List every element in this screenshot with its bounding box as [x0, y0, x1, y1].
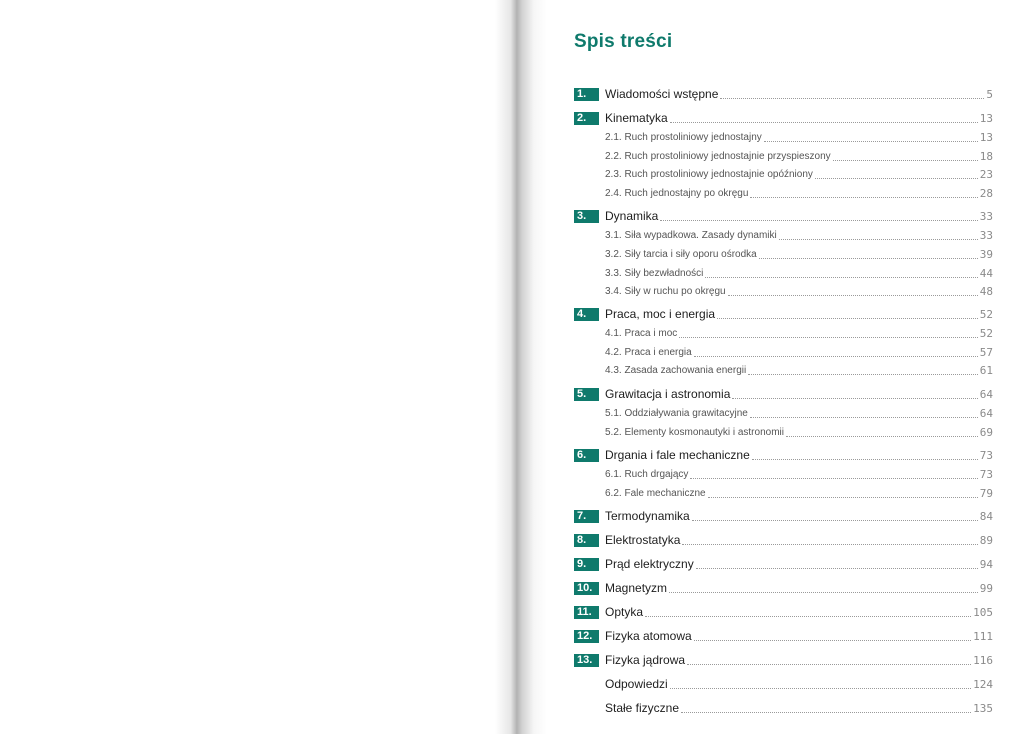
- toc-page-number: 13: [979, 130, 993, 144]
- toc-entry-label: 3.4. Siły w ruchu po okręgu: [605, 285, 726, 297]
- dot-leader: [669, 582, 978, 593]
- toc-page-number: 89: [979, 533, 993, 547]
- chapter-number-badge: 13.: [574, 654, 599, 667]
- chapter-number-badge: 2.: [574, 112, 599, 125]
- toc-page-number: 44: [979, 266, 993, 280]
- toc-page-number: 105: [973, 605, 993, 619]
- dot-leader: [681, 702, 971, 713]
- toc-entry-label: 4.1. Praca i moc: [605, 327, 678, 339]
- toc-entry-label: Kinematyka: [605, 111, 668, 125]
- toc-page-number: 64: [979, 387, 993, 401]
- dot-leader: [690, 468, 977, 479]
- toc-chapter-entry: [574, 628, 993, 644]
- toc-page-number: 23: [979, 167, 993, 181]
- dot-leader: [748, 364, 978, 375]
- dot-leader: [815, 168, 978, 179]
- dot-leader: [764, 131, 978, 142]
- toc-chapter-entry: [574, 306, 993, 322]
- toc-section-entry: [574, 265, 993, 281]
- chapter-number-badge: 6.: [574, 449, 599, 462]
- toc-page-number: 124: [973, 677, 993, 691]
- toc-entry-label: 6.2. Fale mechaniczne: [605, 487, 706, 499]
- dot-leader: [679, 327, 977, 338]
- toc-chapter-entry: [574, 447, 993, 463]
- toc-page-number: 57: [979, 345, 993, 359]
- dot-leader: [670, 678, 971, 689]
- dot-leader: [720, 88, 984, 99]
- toc-chapter-entry: [574, 676, 993, 692]
- dot-leader: [732, 388, 977, 399]
- toc-entry-label: Dynamika: [605, 209, 659, 223]
- dot-leader: [708, 487, 978, 498]
- toc-entry-label: Drgania i fale mechaniczne: [605, 448, 750, 462]
- toc-entry-label: Fizyka jądrowa: [605, 653, 686, 667]
- dot-leader: [786, 426, 978, 437]
- dot-leader: [670, 112, 978, 123]
- toc-chapter-entry: [574, 110, 993, 126]
- table-of-contents: [574, 0, 993, 734]
- chapter-number-badge: 11.: [574, 606, 599, 619]
- dot-leader: [660, 210, 977, 221]
- toc-entry-label: Wiadomości wstępne: [605, 87, 719, 101]
- toc-entry-label: 5.2. Elementy kosmonautyki i astronomii: [605, 426, 784, 438]
- right-page: [547, 0, 1031, 734]
- toc-entry-label: Elektrostatyka: [605, 533, 681, 547]
- toc-chapter-entry: [574, 532, 993, 548]
- dot-leader: [833, 150, 978, 161]
- toc-entry-label: 4.3. Zasada zachowania energii: [605, 364, 747, 376]
- toc-chapter-entry: [574, 508, 993, 524]
- dot-leader: [717, 308, 978, 319]
- chapter-number-badge: 5.: [574, 388, 599, 401]
- chapter-number-badge: 10.: [574, 582, 599, 595]
- toc-chapter-entry: [574, 700, 993, 716]
- toc-page-number: 84: [979, 509, 993, 523]
- toc-entry-label: 3.2. Siły tarcia i siły oporu ośrodka: [605, 248, 757, 260]
- toc-page-number: 33: [979, 209, 993, 223]
- dot-leader: [759, 248, 978, 259]
- toc-page-number: 18: [979, 149, 993, 163]
- toc-page-number: 111: [973, 629, 993, 643]
- toc-page-number: 135: [973, 701, 993, 715]
- chapter-number-badge: 3.: [574, 210, 599, 223]
- dot-leader: [694, 346, 978, 357]
- toc-entry-label: 2.1. Ruch prostoliniowy jednostajny: [605, 131, 762, 143]
- toc-page-number: 13: [979, 111, 993, 125]
- toc-section-entry: [574, 283, 993, 299]
- dot-leader: [750, 407, 978, 418]
- dot-leader: [728, 285, 978, 296]
- toc-entry-label: Grawitacja i astronomia: [605, 387, 731, 401]
- toc-entry-label: 2.2. Ruch prostoliniowy jednostajnie przyspieszony: [605, 150, 831, 162]
- toc-section-entry: [574, 485, 993, 501]
- chapter-number-badge: 4.: [574, 308, 599, 321]
- toc-section-entry: [574, 424, 993, 440]
- book-spine-shadow: [495, 0, 547, 734]
- toc-entry-label: 3.1. Siła wypadkowa. Zasady dynamiki: [605, 229, 777, 241]
- toc-entry-label: Stałe fizyczne: [605, 701, 680, 715]
- toc-entry-label: 3.3. Siły bezwładności: [605, 267, 704, 279]
- toc-page-number: 5: [986, 87, 993, 101]
- toc-entry-label: 2.3. Ruch prostoliniowy jednostajnie opóźniony: [605, 168, 813, 180]
- toc-page-number: 73: [979, 467, 993, 481]
- toc-page-number: 64: [979, 406, 993, 420]
- dot-leader: [750, 187, 977, 198]
- toc-page-number: 39: [979, 247, 993, 261]
- toc-section-entry: [574, 227, 993, 243]
- dot-leader: [687, 654, 971, 665]
- toc-entry-label: Optyka: [605, 605, 644, 619]
- toc-chapter-entry: [574, 652, 993, 668]
- dot-leader: [694, 630, 971, 641]
- toc-section-entry: [574, 185, 993, 201]
- dot-leader: [682, 534, 977, 545]
- toc-page-number: 73: [979, 448, 993, 462]
- toc-page-number: 79: [979, 486, 993, 500]
- toc-chapter-entry: [574, 86, 993, 102]
- toc-page-number: 69: [979, 425, 993, 439]
- toc-page-number: 116: [973, 653, 993, 667]
- toc-entry-label: Prąd elektryczny: [605, 557, 694, 571]
- toc-page-number: 28: [979, 186, 993, 200]
- toc-entry-label: 5.1. Oddziaływania grawitacyjne: [605, 407, 748, 419]
- toc-entry-label: 4.2. Praca i energia: [605, 346, 692, 358]
- toc-entry-label: Fizyka atomowa: [605, 629, 692, 643]
- toc-section-entry: [574, 466, 993, 482]
- toc-page-number: 48: [979, 284, 993, 298]
- dot-leader: [645, 606, 971, 617]
- toc-page-number: 94: [979, 557, 993, 571]
- toc-entry-label: Magnetyzm: [605, 581, 668, 595]
- toc-section-entry: [574, 246, 993, 262]
- chapter-number-badge: 7.: [574, 510, 599, 523]
- toc-entry-label: Termodynamika: [605, 509, 690, 523]
- toc-chapter-entry: [574, 604, 993, 620]
- dot-leader: [705, 267, 977, 278]
- toc-entry-label: 6.1. Ruch drgający: [605, 468, 689, 480]
- dot-leader: [696, 558, 978, 569]
- toc-entry-label: Praca, moc i energia: [605, 307, 716, 321]
- chapter-number-badge: 1.: [574, 88, 599, 101]
- toc-section-entry: [574, 325, 993, 341]
- chapter-number-badge: 8.: [574, 534, 599, 547]
- toc-section-entry: [574, 405, 993, 421]
- dot-leader: [779, 229, 978, 240]
- toc-chapter-entry: [574, 556, 993, 572]
- toc-section-entry: [574, 148, 993, 164]
- toc-page-number: 33: [979, 228, 993, 242]
- toc-page-number: 52: [979, 326, 993, 340]
- toc-page-number: 61: [979, 363, 993, 377]
- toc-entry-label: 2.4. Ruch jednostajny po okręgu: [605, 187, 749, 199]
- chapter-number-badge: 12.: [574, 630, 599, 643]
- toc-chapter-entry: [574, 208, 993, 224]
- toc-page-number: 52: [979, 307, 993, 321]
- toc-title: Spis treści: [574, 31, 673, 52]
- dot-leader: [692, 510, 978, 521]
- toc-chapter-entry: [574, 386, 993, 402]
- dot-leader: [752, 449, 978, 460]
- chapter-number-badge: 9.: [574, 558, 599, 571]
- toc-chapter-entry: [574, 580, 993, 596]
- toc-entry-label: Odpowiedzi: [605, 677, 668, 691]
- toc-section-entry: [574, 166, 993, 182]
- toc-section-entry: [574, 129, 993, 145]
- toc-section-entry: [574, 362, 993, 378]
- toc-section-entry: [574, 344, 993, 360]
- toc-page-number: 99: [979, 581, 993, 595]
